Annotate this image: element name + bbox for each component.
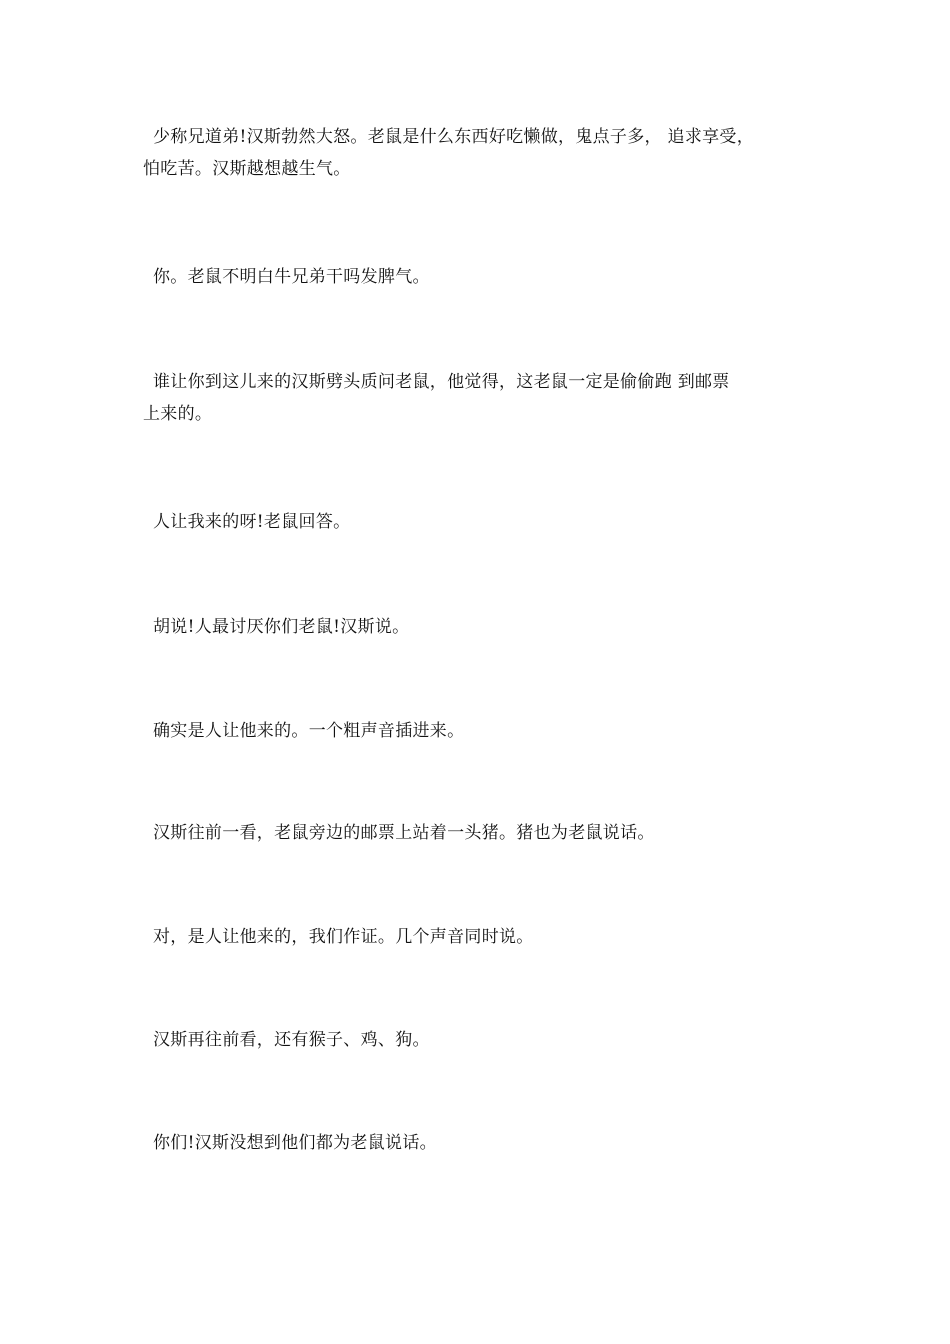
paragraph-8 — [143, 921, 823, 953]
paragraph-3 — [143, 366, 823, 430]
paragraph-1 — [143, 121, 823, 185]
paragraph-line: 汉斯往前一看，老鼠旁边的邮票上站着一头猪。猪也为老鼠说话。 — [153, 823, 655, 843]
paragraph-2 — [143, 261, 823, 293]
paragraph-9 — [143, 1024, 823, 1056]
paragraph-line: 确实是人让他来的。一个粗声音插进来。 — [153, 721, 465, 741]
paragraph-line: 你。老鼠不明白牛兄弟干吗发脾气。 — [153, 267, 430, 287]
paragraph-7 — [143, 817, 823, 849]
paragraph-line: 胡说!人最讨厌你们老鼠!汉斯说。 — [153, 617, 410, 637]
paragraph-5 — [143, 611, 823, 643]
paragraph-line: 上来的。 — [143, 404, 213, 424]
paragraph-line: 对，是人让他来的，我们作证。几个声音同时说。 — [153, 927, 534, 947]
paragraph-line: 汉斯再往前看，还有猴子、鸡、狗。 — [153, 1030, 430, 1050]
paragraph-line: 你们!汉斯没想到他们都为老鼠说话。 — [153, 1133, 437, 1153]
paragraph-10 — [143, 1127, 823, 1159]
paragraph-line: 少称兄道弟!汉斯勃然大怒。老鼠是什么东西好吃懒做，鬼点子多， 追求享受， — [153, 127, 755, 147]
paragraph-line: 谁让你到这儿来的汉斯劈头质问老鼠，他觉得，这老鼠一定是偷偷跑 到邮票 — [153, 372, 730, 392]
paragraph-4 — [143, 506, 823, 538]
paragraph-line: 人让我来的呀!老鼠回答。 — [153, 512, 351, 532]
paragraph-6 — [143, 715, 823, 747]
paragraph-line: 怕吃苦。汉斯越想越生气。 — [143, 159, 351, 179]
